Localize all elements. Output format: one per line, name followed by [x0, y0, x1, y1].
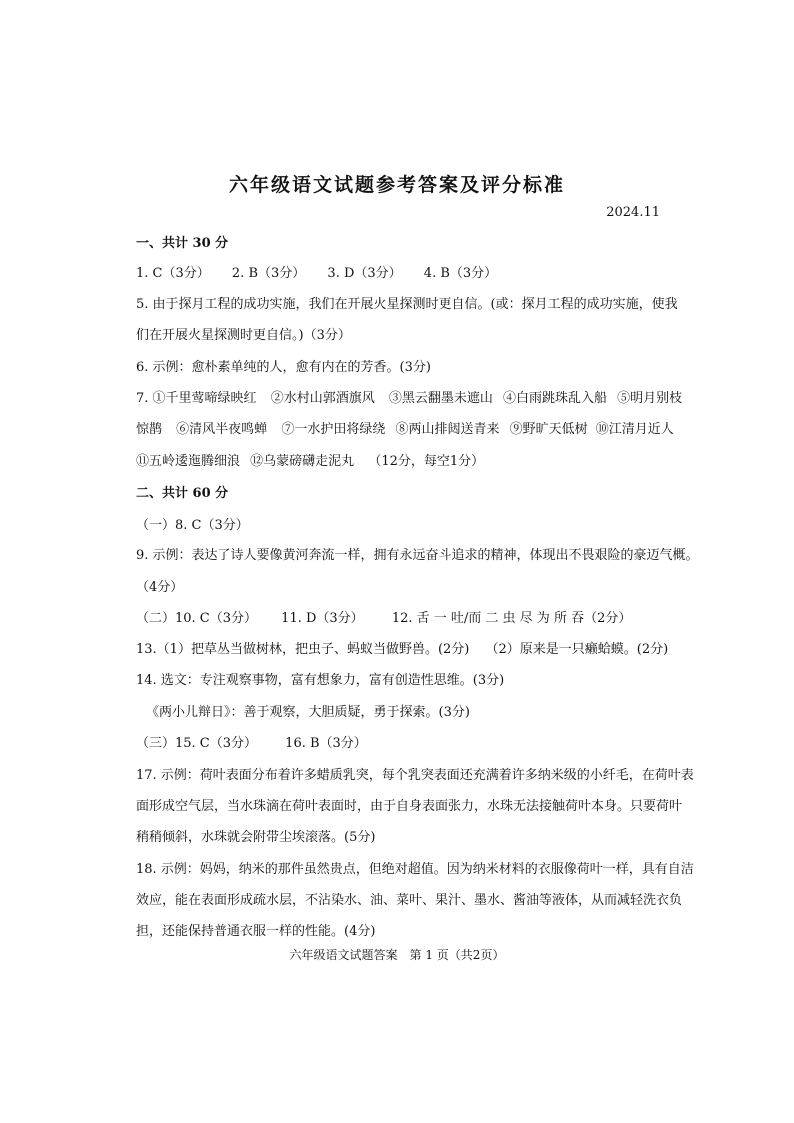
answer-q18-line1: 18. 示例：妈妈，纳米的那件虽然贵点，但绝对超值。因为纳米材料的衣服像荷叶一样，具有自洁 — [136, 862, 694, 877]
answer-q9-line1: 9. 示例：表达了诗人要像黄河奔流一样，拥有永远奋斗追求的精神，体现出不畏艰险的豪迈气概。 — [136, 548, 699, 563]
q7-blank-9: ⑨野旷天低树 — [509, 422, 588, 437]
answer-q2: 2. B（3分） — [231, 266, 306, 281]
answer-q5-line2: 们在开展火星探测时更自信。)（3分） — [136, 328, 351, 343]
answer-q14-line1: 14. 选文：专注观察事物，富有想象力，富有创造性思维。(3分) — [136, 673, 505, 688]
q7-blank-5: ⑤明月别枝 — [617, 391, 683, 406]
answer-q4: 4. B（3分） — [423, 266, 498, 281]
answer-q7-line3 — [136, 453, 484, 471]
q7-blank-10: ⑩江清月近人 — [595, 422, 674, 437]
answer-q14-line2: 《两小儿辩日》：善于观察，大胆质疑，勇于探索。(3分) — [146, 705, 470, 720]
answer-q12: 12. 舌 一 吐/而 二 虫 尽 为 所 吞（2分） — [391, 611, 632, 626]
document-title: 六年级语文试题参考答案及评分标准 — [228, 174, 565, 196]
q7-blank-6: ⑥清风半夜鸣蝉 — [176, 422, 268, 437]
answer-q8: （一）8. C（3分） — [136, 518, 249, 533]
answer-q17-line1: 17. 示例：荷叶表面分布着许多蜡质乳突，每个乳突表面还充满着许多纳米级的小纤毛，在荷叶表 — [136, 768, 694, 783]
answer-q10: （二）10. C（3分） — [136, 611, 258, 626]
answer-q3: 3. D（3分） — [327, 266, 402, 281]
q7-blank-8: ⑧两山排闼送青来 — [395, 422, 500, 437]
section-2-heading: 二、共计 60 分 — [136, 486, 229, 501]
q7-blank-3: ③黑云翻墨未遮山 — [388, 391, 493, 406]
answer-q18-line2: 效应，能在表面形成疏水层，不沾染水、油、菜叶、果汁、墨水、酱油等液体，从而减轻洗衣负 — [136, 893, 683, 908]
answer-q16: 16. B（3分） — [285, 736, 367, 751]
answer-line-q10-12 — [136, 610, 631, 628]
answer-q9-line2: （4分） — [136, 580, 184, 595]
section-1-heading: 一、共计 30 分 — [136, 236, 229, 251]
answer-q13 — [136, 641, 668, 659]
document-date: 2024.11 — [606, 205, 660, 220]
answer-q7-line1 — [136, 390, 682, 408]
q7-blank-1: 7. ①千里莺啼绿映红 — [136, 391, 257, 406]
answer-line-q1-4 — [136, 265, 497, 283]
answer-q5-line1: 5. 由于探月工程的成功实施，我们在开展火星探测时更自信。(或：探月工程的成功实施，使我 — [136, 297, 678, 312]
answer-q15: （三）15. C（3分） — [136, 736, 258, 751]
answer-q1: 1. C（3分） — [136, 266, 210, 281]
answer-q11: 11. D（3分） — [281, 611, 364, 626]
answer-line-q15-16 — [136, 735, 367, 753]
answer-q17-line2: 面形成空气层，当水珠滴在荷叶表面时，由于自身表面张力，水珠无法接触荷叶本身。只要荷叶 — [136, 799, 683, 814]
q7-score: （12分，每空1分） — [368, 454, 485, 469]
answer-q18-line3: 担，还能保持普通衣服一样的性能。(4分) — [136, 924, 376, 939]
answer-q13-part2: （2）原来是一只癞蛤蟆。(2分) — [485, 642, 669, 657]
answer-q6: 6. 示例：愈朴素单纯的人，愈有内在的芳香。(3分) — [136, 360, 431, 375]
page-footer: 六年级语文试题答案 第 1 页（共2页） — [289, 948, 505, 962]
answer-q13-part1: 13.（1）把草丛当做树林，把虫子、蚂蚁当做野兽。(2分) — [136, 642, 470, 657]
q7-blank-12: ⑫乌蒙磅礴走泥丸 — [250, 454, 355, 469]
q7-blank-7: ⑦一水护田将绿绕 — [281, 422, 386, 437]
q7-blank-11: ⑪五岭逶迤腾细浪 — [136, 454, 241, 469]
q7-blank-4: ④白雨跳珠乱入船 — [503, 391, 608, 406]
q7-blank-2: ②水村山郭酒旗风 — [270, 391, 375, 406]
q7-blank-5-cont: 惊鹊 — [136, 422, 163, 437]
answer-q17-line3: 稍稍倾斜，水珠就会附带尘埃滚落。(5分) — [136, 830, 376, 845]
answer-q7-line2 — [136, 421, 674, 439]
